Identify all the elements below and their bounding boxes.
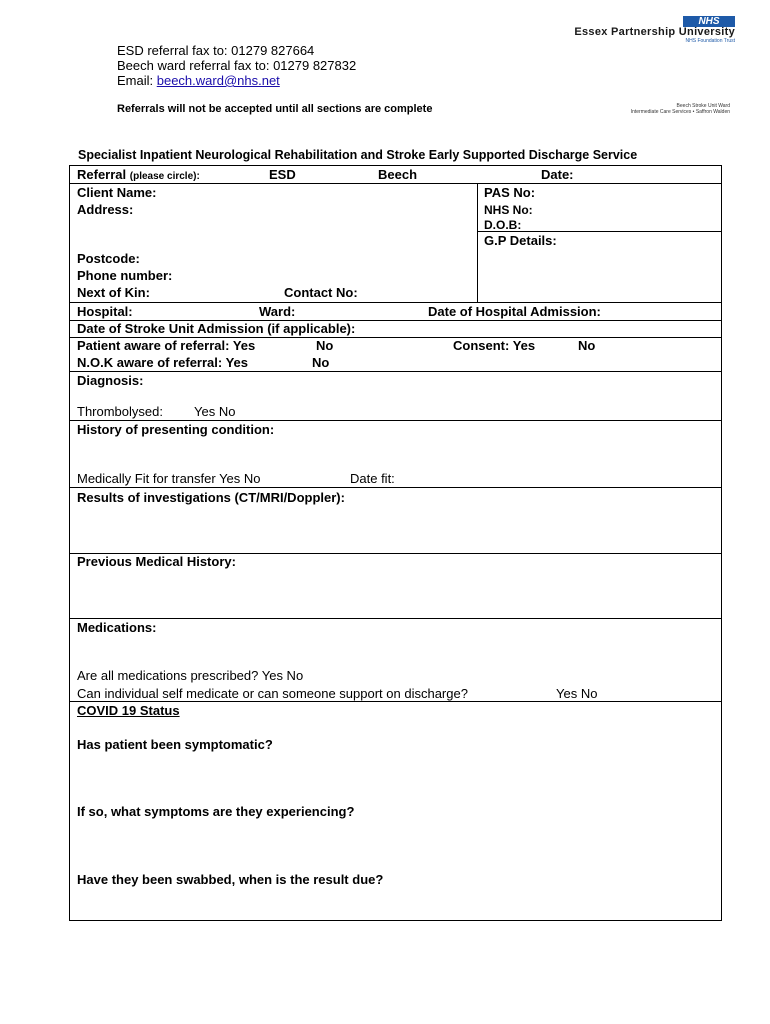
- nhs-badge: NHS: [683, 16, 735, 27]
- investigations-block: [70, 488, 721, 554]
- nok-aware-label: N.O.K aware of referral: Yes: [77, 355, 249, 370]
- history-block: [70, 421, 721, 488]
- thrombolysed-options[interactable]: Yes No: [194, 404, 236, 419]
- covid-block: [70, 702, 721, 920]
- nok-aware-no[interactable]: No: [312, 355, 330, 370]
- trust-name: NHS Foundation Trust: [685, 38, 735, 44]
- awareness-block: [70, 338, 721, 372]
- investigations-label: Results of investigations (CT/MRI/Doppler):: [77, 490, 345, 505]
- postcode-label: Postcode:: [77, 251, 140, 266]
- medical-history-label: Previous Medical History:: [77, 554, 236, 569]
- diagnosis-block: [70, 372, 721, 421]
- medical-history-block: [70, 554, 721, 619]
- history-label: History of presenting condition:: [77, 422, 275, 437]
- nhs-no-label: NHS No:: [484, 203, 533, 217]
- referral-date-label: Date:: [541, 167, 574, 182]
- option-beech[interactable]: Beech: [378, 167, 418, 182]
- medications-block: [70, 619, 721, 702]
- next-of-kin-label: Next of Kin:: [77, 285, 150, 300]
- pas-no-label: PAS No:: [484, 185, 536, 200]
- stroke-unit-row: [70, 321, 721, 338]
- ward-line-1: Beech Stroke Unit Ward: [676, 103, 730, 109]
- hospital-row: [70, 303, 721, 321]
- service-title: Specialist Inpatient Neurological Rehabilitation and Stroke Early Supported Discharge Service: [78, 148, 638, 162]
- email-line: [117, 73, 356, 88]
- organisation-name: Essex Partnership University: [574, 26, 735, 38]
- contact-block: [117, 43, 356, 88]
- client-name-label: Client Name:: [77, 185, 157, 200]
- referral-hint: (please circle):: [129, 171, 200, 182]
- admission-date-label: Date of Hospital Admission:: [428, 304, 601, 319]
- symptoms-question: If so, what symptoms are they experiencing?: [77, 804, 355, 819]
- nhs-logo: [535, 16, 735, 46]
- date-fit-label: Date fit:: [350, 471, 395, 486]
- ward-line-2: Intermediate Care Services • Saffron Walden: [630, 109, 730, 115]
- contact-no-label: Contact No:: [284, 285, 358, 300]
- email-label: Email:: [117, 73, 157, 88]
- beech-fax: Beech ward referral fax to: 01279 827832: [117, 58, 357, 73]
- email-link[interactable]: beech.ward@nhs.net: [156, 73, 280, 88]
- self-medicate-label: Can individual self medicate or can someone support on discharge?: [77, 686, 468, 701]
- gp-details-label: G.P Details:: [484, 233, 557, 248]
- diagnosis-label: Diagnosis:: [77, 373, 144, 388]
- column-divider: [477, 184, 478, 302]
- completion-warning: Referrals will not be accepted until all sections are complete: [117, 103, 433, 115]
- medically-fit-label: Medically Fit for transfer Yes No: [77, 471, 261, 486]
- patient-aware-no[interactable]: No: [316, 338, 334, 353]
- meds-prescribed-label: Are all medications prescribed? Yes No: [77, 668, 304, 683]
- referral-label: Referral (please circle):: [77, 167, 200, 182]
- stroke-unit-label: Date of Stroke Unit Admission (if applicable):: [77, 321, 356, 336]
- dob-label: D.O.B:: [484, 218, 522, 232]
- referral-row: [70, 166, 721, 184]
- referral-form: [69, 165, 722, 921]
- phone-label: Phone number:: [77, 268, 173, 283]
- address-label: Address:: [77, 202, 134, 217]
- symptomatic-question: Has patient been symptomatic?: [77, 737, 273, 752]
- self-medicate-options[interactable]: Yes No: [556, 686, 598, 701]
- consent-no[interactable]: No: [578, 338, 596, 353]
- option-esd[interactable]: ESD: [269, 167, 296, 182]
- ward-label: Ward:: [259, 304, 296, 319]
- consent-label: Consent: Yes: [453, 338, 536, 353]
- patient-aware-label: Patient aware of referral: Yes: [77, 338, 256, 353]
- swabbed-question: Have they been swabbed, when is the result due?: [77, 872, 384, 887]
- client-details-block: [70, 184, 721, 303]
- thrombolysed-label: Thrombolysed:: [77, 404, 163, 419]
- covid-status-heading: COVID 19 Status: [77, 703, 180, 718]
- esd-fax: ESD referral fax to: 01279 827664: [117, 43, 315, 58]
- medications-label: Medications:: [77, 620, 157, 635]
- hospital-label: Hospital:: [77, 304, 133, 319]
- ward-subtitle: [584, 103, 730, 115]
